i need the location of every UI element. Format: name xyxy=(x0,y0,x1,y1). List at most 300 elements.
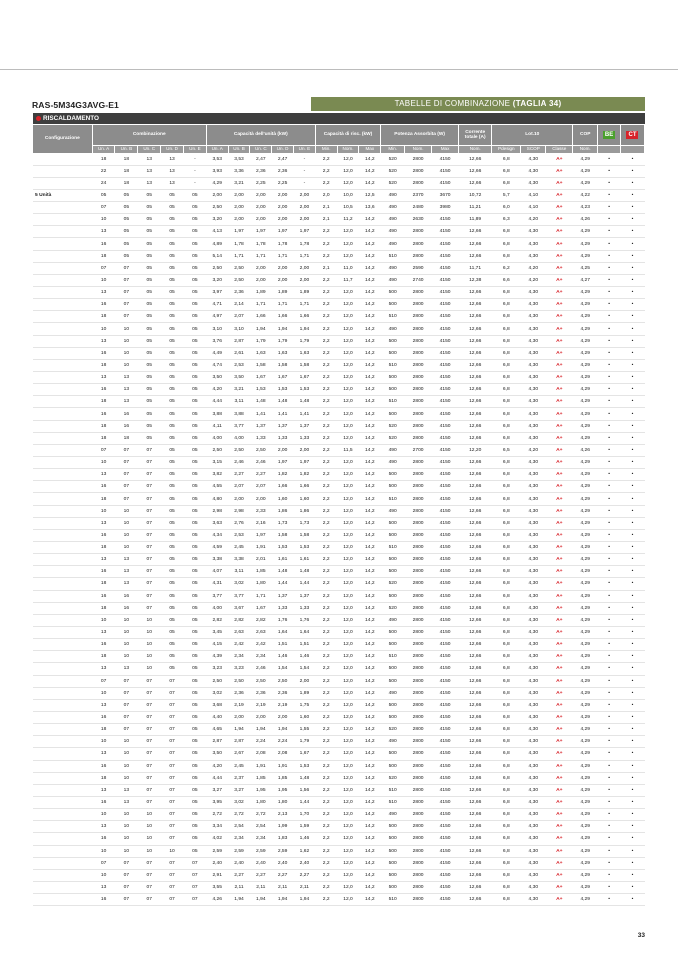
table-cell: A+ xyxy=(546,396,573,408)
table-cell: 05 xyxy=(183,444,206,456)
table-cell: 4,40 xyxy=(206,711,228,723)
table-cell: • xyxy=(598,420,621,432)
table-cell: 510 xyxy=(381,396,405,408)
table-cell: 4,29 xyxy=(573,311,598,323)
table-cell: 3,67 xyxy=(228,602,250,614)
table-row xyxy=(33,736,645,748)
table-cell: 4,29 xyxy=(573,894,598,906)
table-cell: 4,29 xyxy=(573,372,598,384)
table-cell: 6,8 xyxy=(492,748,521,760)
table-cell: 12,66 xyxy=(459,748,492,760)
subheader-19: Classe xyxy=(546,145,573,153)
table-cell: A+ xyxy=(546,748,573,760)
table-cell: 07 xyxy=(161,711,184,723)
table-cell: 05 xyxy=(183,481,206,493)
table-cell: 2,50 xyxy=(250,444,272,456)
table-cell: 05 xyxy=(161,614,184,626)
table-cell: 05 xyxy=(161,566,184,578)
table-cell: 12,66 xyxy=(459,699,492,711)
table-cell xyxy=(33,639,92,651)
table-cell: 07 xyxy=(138,590,161,602)
table-cell: • xyxy=(620,869,644,881)
table-cell: 4,65 xyxy=(206,724,228,736)
table-cell: 4,30 xyxy=(521,177,546,189)
table-cell: 05 xyxy=(183,299,206,311)
table-cell: 3,02 xyxy=(206,687,228,699)
table-cell: 05 xyxy=(138,202,161,214)
table-cell: 2,2 xyxy=(315,493,337,505)
table-cell: 4,10 xyxy=(521,202,546,214)
table-cell: • xyxy=(620,602,644,614)
table-cell: 4,30 xyxy=(521,347,546,359)
table-cell: 1,97 xyxy=(272,457,294,469)
table-cell: 510 xyxy=(381,311,405,323)
table-cell: A+ xyxy=(546,809,573,821)
table-cell: 14,2 xyxy=(359,639,381,651)
table-cell: • xyxy=(598,177,621,189)
table-cell: • xyxy=(598,590,621,602)
table-cell: 05 xyxy=(115,250,138,262)
table-cell: 3,34 xyxy=(206,821,228,833)
table-cell: 2,00 xyxy=(250,274,272,286)
table-cell: • xyxy=(598,335,621,347)
table-row xyxy=(33,226,645,238)
table-cell: 2,2 xyxy=(315,372,337,384)
table-cell: 4150 xyxy=(432,578,459,590)
table-cell: A+ xyxy=(546,311,573,323)
table-cell: 1,71 xyxy=(272,299,294,311)
table-cell: • xyxy=(620,784,644,796)
table-cell: 12,0 xyxy=(337,408,359,420)
table-cell: 4,74 xyxy=(206,359,228,371)
table-cell: 22 xyxy=(92,165,115,177)
table-cell: 2,2 xyxy=(315,760,337,772)
table-cell: 4,30 xyxy=(521,299,546,311)
table-cell: 2800 xyxy=(405,675,432,687)
table-cell: 4,29 xyxy=(573,833,598,845)
table-cell: 2800 xyxy=(405,165,432,177)
table-cell: 1,63 xyxy=(250,347,272,359)
table-cell: 05 xyxy=(138,396,161,408)
table-cell: 6,8 xyxy=(492,226,521,238)
table-cell: 2,50 xyxy=(206,444,228,456)
table-cell: 3,53 xyxy=(228,153,250,165)
table-cell: 6,8 xyxy=(492,372,521,384)
table-cell: 6,8 xyxy=(492,869,521,881)
table-cell: 2,07 xyxy=(228,481,250,493)
table-cell: 2,2 xyxy=(315,420,337,432)
table-cell: • xyxy=(598,687,621,699)
table-row xyxy=(33,408,645,420)
table-cell: 05 xyxy=(161,359,184,371)
table-cell: - xyxy=(183,153,206,165)
table-cell: A+ xyxy=(546,347,573,359)
table-cell: 1,91 xyxy=(272,760,294,772)
table-cell: 2,36 xyxy=(228,287,250,299)
table-cell: • xyxy=(598,153,621,165)
table-cell: 1,78 xyxy=(272,238,294,250)
table-cell: 07 xyxy=(115,481,138,493)
table-cell: 6,8 xyxy=(492,347,521,359)
table-cell: • xyxy=(620,833,644,845)
table-cell: A+ xyxy=(546,214,573,226)
table-cell: 2,27 xyxy=(250,469,272,481)
table-cell xyxy=(33,554,92,566)
table-cell: 4,00 xyxy=(206,602,228,614)
table-cell: 4,30 xyxy=(521,554,546,566)
table-row xyxy=(33,724,645,736)
table-cell: 2,53 xyxy=(228,359,250,371)
table-row xyxy=(33,287,645,299)
table-cell xyxy=(33,432,92,444)
table-cell: 07 xyxy=(161,760,184,772)
table-row xyxy=(33,517,645,529)
table-cell: 07 xyxy=(138,675,161,687)
table-cell: 2,01 xyxy=(250,554,272,566)
table-cell: A+ xyxy=(546,299,573,311)
table-cell: 2,2 xyxy=(315,590,337,602)
table-cell: 6,8 xyxy=(492,857,521,869)
table-cell: 1,73 xyxy=(272,517,294,529)
table-cell: 10,72 xyxy=(459,189,492,201)
table-cell: 05 xyxy=(183,748,206,760)
table-cell: 05 xyxy=(161,493,184,505)
table-cell: 4150 xyxy=(432,457,459,469)
table-cell: 11,71 xyxy=(459,262,492,274)
table-cell: 05 xyxy=(183,493,206,505)
table-cell: 14,2 xyxy=(359,542,381,554)
table-cell: 4,29 xyxy=(573,420,598,432)
table-cell: 4,30 xyxy=(521,699,546,711)
table-cell: 4150 xyxy=(432,821,459,833)
table-cell: 500 xyxy=(381,833,405,845)
table-row xyxy=(33,687,645,699)
table-cell: 14,2 xyxy=(359,578,381,590)
table-cell: 10 xyxy=(115,736,138,748)
table-cell: 16 xyxy=(92,529,115,541)
table-cell: 4,29 xyxy=(573,566,598,578)
table-cell xyxy=(33,202,92,214)
table-cell: 07 xyxy=(115,711,138,723)
table-cell: 2,36 xyxy=(272,687,294,699)
table-cell: 490 xyxy=(381,614,405,626)
table-cell: 2800 xyxy=(405,724,432,736)
table-cell: 500 xyxy=(381,287,405,299)
table-cell: 2,2 xyxy=(315,748,337,760)
table-cell: 14,2 xyxy=(359,760,381,772)
table-cell: 07 xyxy=(138,602,161,614)
table-cell: 2370 xyxy=(405,189,432,201)
table-cell: 4,29 xyxy=(573,699,598,711)
table-cell: 4,29 xyxy=(573,578,598,590)
table-cell: 6,8 xyxy=(492,529,521,541)
table-cell: 1,61 xyxy=(272,554,294,566)
table-cell: 2,00 xyxy=(272,711,294,723)
table-cell: 490 xyxy=(381,189,405,201)
table-cell: 12,66 xyxy=(459,165,492,177)
table-cell: 6,8 xyxy=(492,177,521,189)
table-cell: 2,33 xyxy=(250,505,272,517)
table-cell: • xyxy=(598,396,621,408)
table-cell: 1,85 xyxy=(250,772,272,784)
table-cell: 3,50 xyxy=(228,372,250,384)
table-cell: A+ xyxy=(546,796,573,808)
table-cell: 14,2 xyxy=(359,663,381,675)
table-cell: 2800 xyxy=(405,372,432,384)
table-cell: • xyxy=(598,869,621,881)
table-cell: 12,66 xyxy=(459,809,492,821)
table-cell: 05 xyxy=(183,214,206,226)
table-cell: • xyxy=(598,214,621,226)
table-cell: 4,30 xyxy=(521,372,546,384)
table-cell: 12,0 xyxy=(337,384,359,396)
table-cell: 1,71 xyxy=(250,250,272,262)
table-cell: 14,2 xyxy=(359,299,381,311)
table-cell: 05 xyxy=(161,505,184,517)
table-cell: 4,30 xyxy=(521,250,546,262)
table-cell: 4,30 xyxy=(521,311,546,323)
table-cell: 2,00 xyxy=(294,202,316,214)
table-cell: 6,8 xyxy=(492,687,521,699)
table-cell: 1,48 xyxy=(250,396,272,408)
table-cell: 2800 xyxy=(405,384,432,396)
subheader-10: Min. xyxy=(315,145,337,153)
table-cell xyxy=(33,675,92,687)
table-cell: 500 xyxy=(381,711,405,723)
table-cell: 6,8 xyxy=(492,505,521,517)
table-cell: 6,8 xyxy=(492,493,521,505)
table-cell: 12,0 xyxy=(337,566,359,578)
table-cell: 12,66 xyxy=(459,250,492,262)
table-cell: 14,2 xyxy=(359,372,381,384)
table-cell: 3,76 xyxy=(206,335,228,347)
table-cell: 510 xyxy=(381,250,405,262)
table-cell: - xyxy=(294,165,316,177)
table-cell: 07 xyxy=(115,699,138,711)
table-cell: 12,0 xyxy=(337,287,359,299)
table-cell: 10 xyxy=(92,614,115,626)
table-cell: 2,00 xyxy=(272,202,294,214)
table-row xyxy=(33,833,645,845)
table-cell: 05 xyxy=(115,238,138,250)
table-cell: 4150 xyxy=(432,857,459,869)
table-cell: 2,2 xyxy=(315,626,337,638)
table-cell: 2,25 xyxy=(250,177,272,189)
table-cell xyxy=(33,626,92,638)
table-cell: 1,64 xyxy=(294,626,316,638)
table-cell: 10 xyxy=(92,687,115,699)
table-cell: 12,0 xyxy=(337,299,359,311)
table-cell: 4,29 xyxy=(573,347,598,359)
table-cell: 05 xyxy=(183,347,206,359)
table-cell: 520 xyxy=(381,153,405,165)
table-cell: 500 xyxy=(381,663,405,675)
table-cell: 14,2 xyxy=(359,226,381,238)
subheader-12: Max xyxy=(359,145,381,153)
table-cell: 1,66 xyxy=(272,311,294,323)
table-cell xyxy=(33,602,92,614)
table-cell: • xyxy=(598,493,621,505)
table-cell: 4150 xyxy=(432,639,459,651)
table-cell: 1,94 xyxy=(250,724,272,736)
table-cell: 4,30 xyxy=(521,675,546,687)
table-cell: 1,79 xyxy=(272,335,294,347)
table-cell: 2,61 xyxy=(228,347,250,359)
table-cell: 18 xyxy=(115,165,138,177)
table-cell: 4150 xyxy=(432,250,459,262)
table-cell: 1,73 xyxy=(294,517,316,529)
subheader-ct xyxy=(620,145,644,153)
table-cell: 05 xyxy=(183,542,206,554)
table-cell: 07 xyxy=(138,493,161,505)
table-cell: 490 xyxy=(381,736,405,748)
table-cell: 6,8 xyxy=(492,663,521,675)
table-cell: 3,02 xyxy=(228,578,250,590)
header-current: Corrente totale (A) xyxy=(459,125,492,145)
table-cell: 2,59 xyxy=(250,845,272,857)
table-cell: 05 xyxy=(161,602,184,614)
table-cell: • xyxy=(620,359,644,371)
table-cell: 2,00 xyxy=(294,675,316,687)
table-cell: 12,0 xyxy=(337,165,359,177)
table-cell: 4,31 xyxy=(206,578,228,590)
table-cell: • xyxy=(620,311,644,323)
table-cell: • xyxy=(598,469,621,481)
table-cell: 2,2 xyxy=(315,481,337,493)
table-cell: 10 xyxy=(115,347,138,359)
table-cell: 12,0 xyxy=(337,626,359,638)
table-cell: 14,2 xyxy=(359,359,381,371)
table-cell: 6,8 xyxy=(492,881,521,893)
table-cell: 10 xyxy=(92,323,115,335)
table-cell: 14,2 xyxy=(359,554,381,566)
table-cell: 6,8 xyxy=(492,845,521,857)
table-cell xyxy=(33,663,92,675)
table-row xyxy=(33,602,645,614)
table-cell xyxy=(33,408,92,420)
table-cell: 2,2 xyxy=(315,869,337,881)
table-cell: 05 xyxy=(183,529,206,541)
table-cell: 2,36 xyxy=(228,687,250,699)
table-cell: 10,5 xyxy=(337,202,359,214)
table-cell: 14,2 xyxy=(359,881,381,893)
table-cell xyxy=(33,614,92,626)
table-cell: 6,8 xyxy=(492,238,521,250)
table-cell: • xyxy=(598,372,621,384)
table-cell: 14,2 xyxy=(359,432,381,444)
table-cell: • xyxy=(620,493,644,505)
table-cell: 2800 xyxy=(405,287,432,299)
subheader-7: Un. C xyxy=(250,145,272,153)
table-cell xyxy=(33,372,92,384)
table-cell: 07 xyxy=(161,821,184,833)
table-cell: 4150 xyxy=(432,626,459,638)
table-cell: 14,2 xyxy=(359,857,381,869)
table-cell: 2,76 xyxy=(228,517,250,529)
table-cell: 500 xyxy=(381,408,405,420)
table-cell: 12,0 xyxy=(337,590,359,602)
table-cell: 14,2 xyxy=(359,287,381,299)
table-cell: 1,33 xyxy=(294,602,316,614)
table-cell: 4,30 xyxy=(521,226,546,238)
table-cell: 4,30 xyxy=(521,481,546,493)
table-cell: 05 xyxy=(161,335,184,347)
table-cell xyxy=(33,809,92,821)
table-cell: 5 Unità xyxy=(33,189,92,201)
table-cell: 3,38 xyxy=(228,554,250,566)
table-cell: 2,63 xyxy=(228,626,250,638)
table-cell: 12,0 xyxy=(337,857,359,869)
table-cell: 1,85 xyxy=(250,566,272,578)
table-cell: 16 xyxy=(115,408,138,420)
table-cell: 2800 xyxy=(405,614,432,626)
table-cell: 1,56 xyxy=(294,784,316,796)
table-cell: 2,2 xyxy=(315,845,337,857)
table-cell: 4,20 xyxy=(521,444,546,456)
table-cell: 12,66 xyxy=(459,784,492,796)
table-cell: A+ xyxy=(546,238,573,250)
table-cell: 05 xyxy=(161,457,184,469)
table-cell: • xyxy=(598,809,621,821)
table-cell: 10 xyxy=(115,651,138,663)
table-cell: A+ xyxy=(546,736,573,748)
table-cell: 07 xyxy=(161,748,184,760)
table-cell: 2800 xyxy=(405,639,432,651)
table-cell: 2,2 xyxy=(315,542,337,554)
table-cell xyxy=(33,457,92,469)
table-cell: 14,2 xyxy=(359,590,381,602)
table-cell: 4,23 xyxy=(573,202,598,214)
table-cell: 4,30 xyxy=(521,359,546,371)
table-cell: 12,66 xyxy=(459,651,492,663)
table-cell: 1,91 xyxy=(250,760,272,772)
subheader-2: Un. C xyxy=(138,145,161,153)
table-cell: 05 xyxy=(161,189,184,201)
table-cell: 2,40 xyxy=(228,857,250,869)
table-cell: 4150 xyxy=(432,845,459,857)
table-cell: 07 xyxy=(161,736,184,748)
table-cell: 2,2 xyxy=(315,287,337,299)
section-bar xyxy=(33,113,645,124)
table-cell: 14,2 xyxy=(359,165,381,177)
table-cell: 07 xyxy=(161,675,184,687)
table-cell: 4150 xyxy=(432,566,459,578)
table-row xyxy=(33,821,645,833)
table-cell xyxy=(33,469,92,481)
table-cell: 2,87 xyxy=(206,736,228,748)
table-cell: 07 xyxy=(115,894,138,906)
table-cell: 05 xyxy=(161,444,184,456)
table-cell: 13 xyxy=(92,748,115,760)
table-cell: A+ xyxy=(546,542,573,554)
table-cell: 12,0 xyxy=(337,469,359,481)
table-cell: 2,42 xyxy=(250,639,272,651)
table-cell: 4,30 xyxy=(521,493,546,505)
table-cell: 4,26 xyxy=(206,894,228,906)
table-row xyxy=(33,784,645,796)
table-cell: 12,66 xyxy=(459,481,492,493)
table-cell: 2,36 xyxy=(272,165,294,177)
table-cell: 2800 xyxy=(405,772,432,784)
table-cell: 2,91 xyxy=(206,869,228,881)
table-cell: 12,66 xyxy=(459,821,492,833)
table-cell: 2,00 xyxy=(250,202,272,214)
table-cell: 10 xyxy=(115,614,138,626)
table-cell: 4,20 xyxy=(206,384,228,396)
table-cell: 6,8 xyxy=(492,299,521,311)
table-cell: 2740 xyxy=(405,274,432,286)
table-cell: 12,66 xyxy=(459,881,492,893)
